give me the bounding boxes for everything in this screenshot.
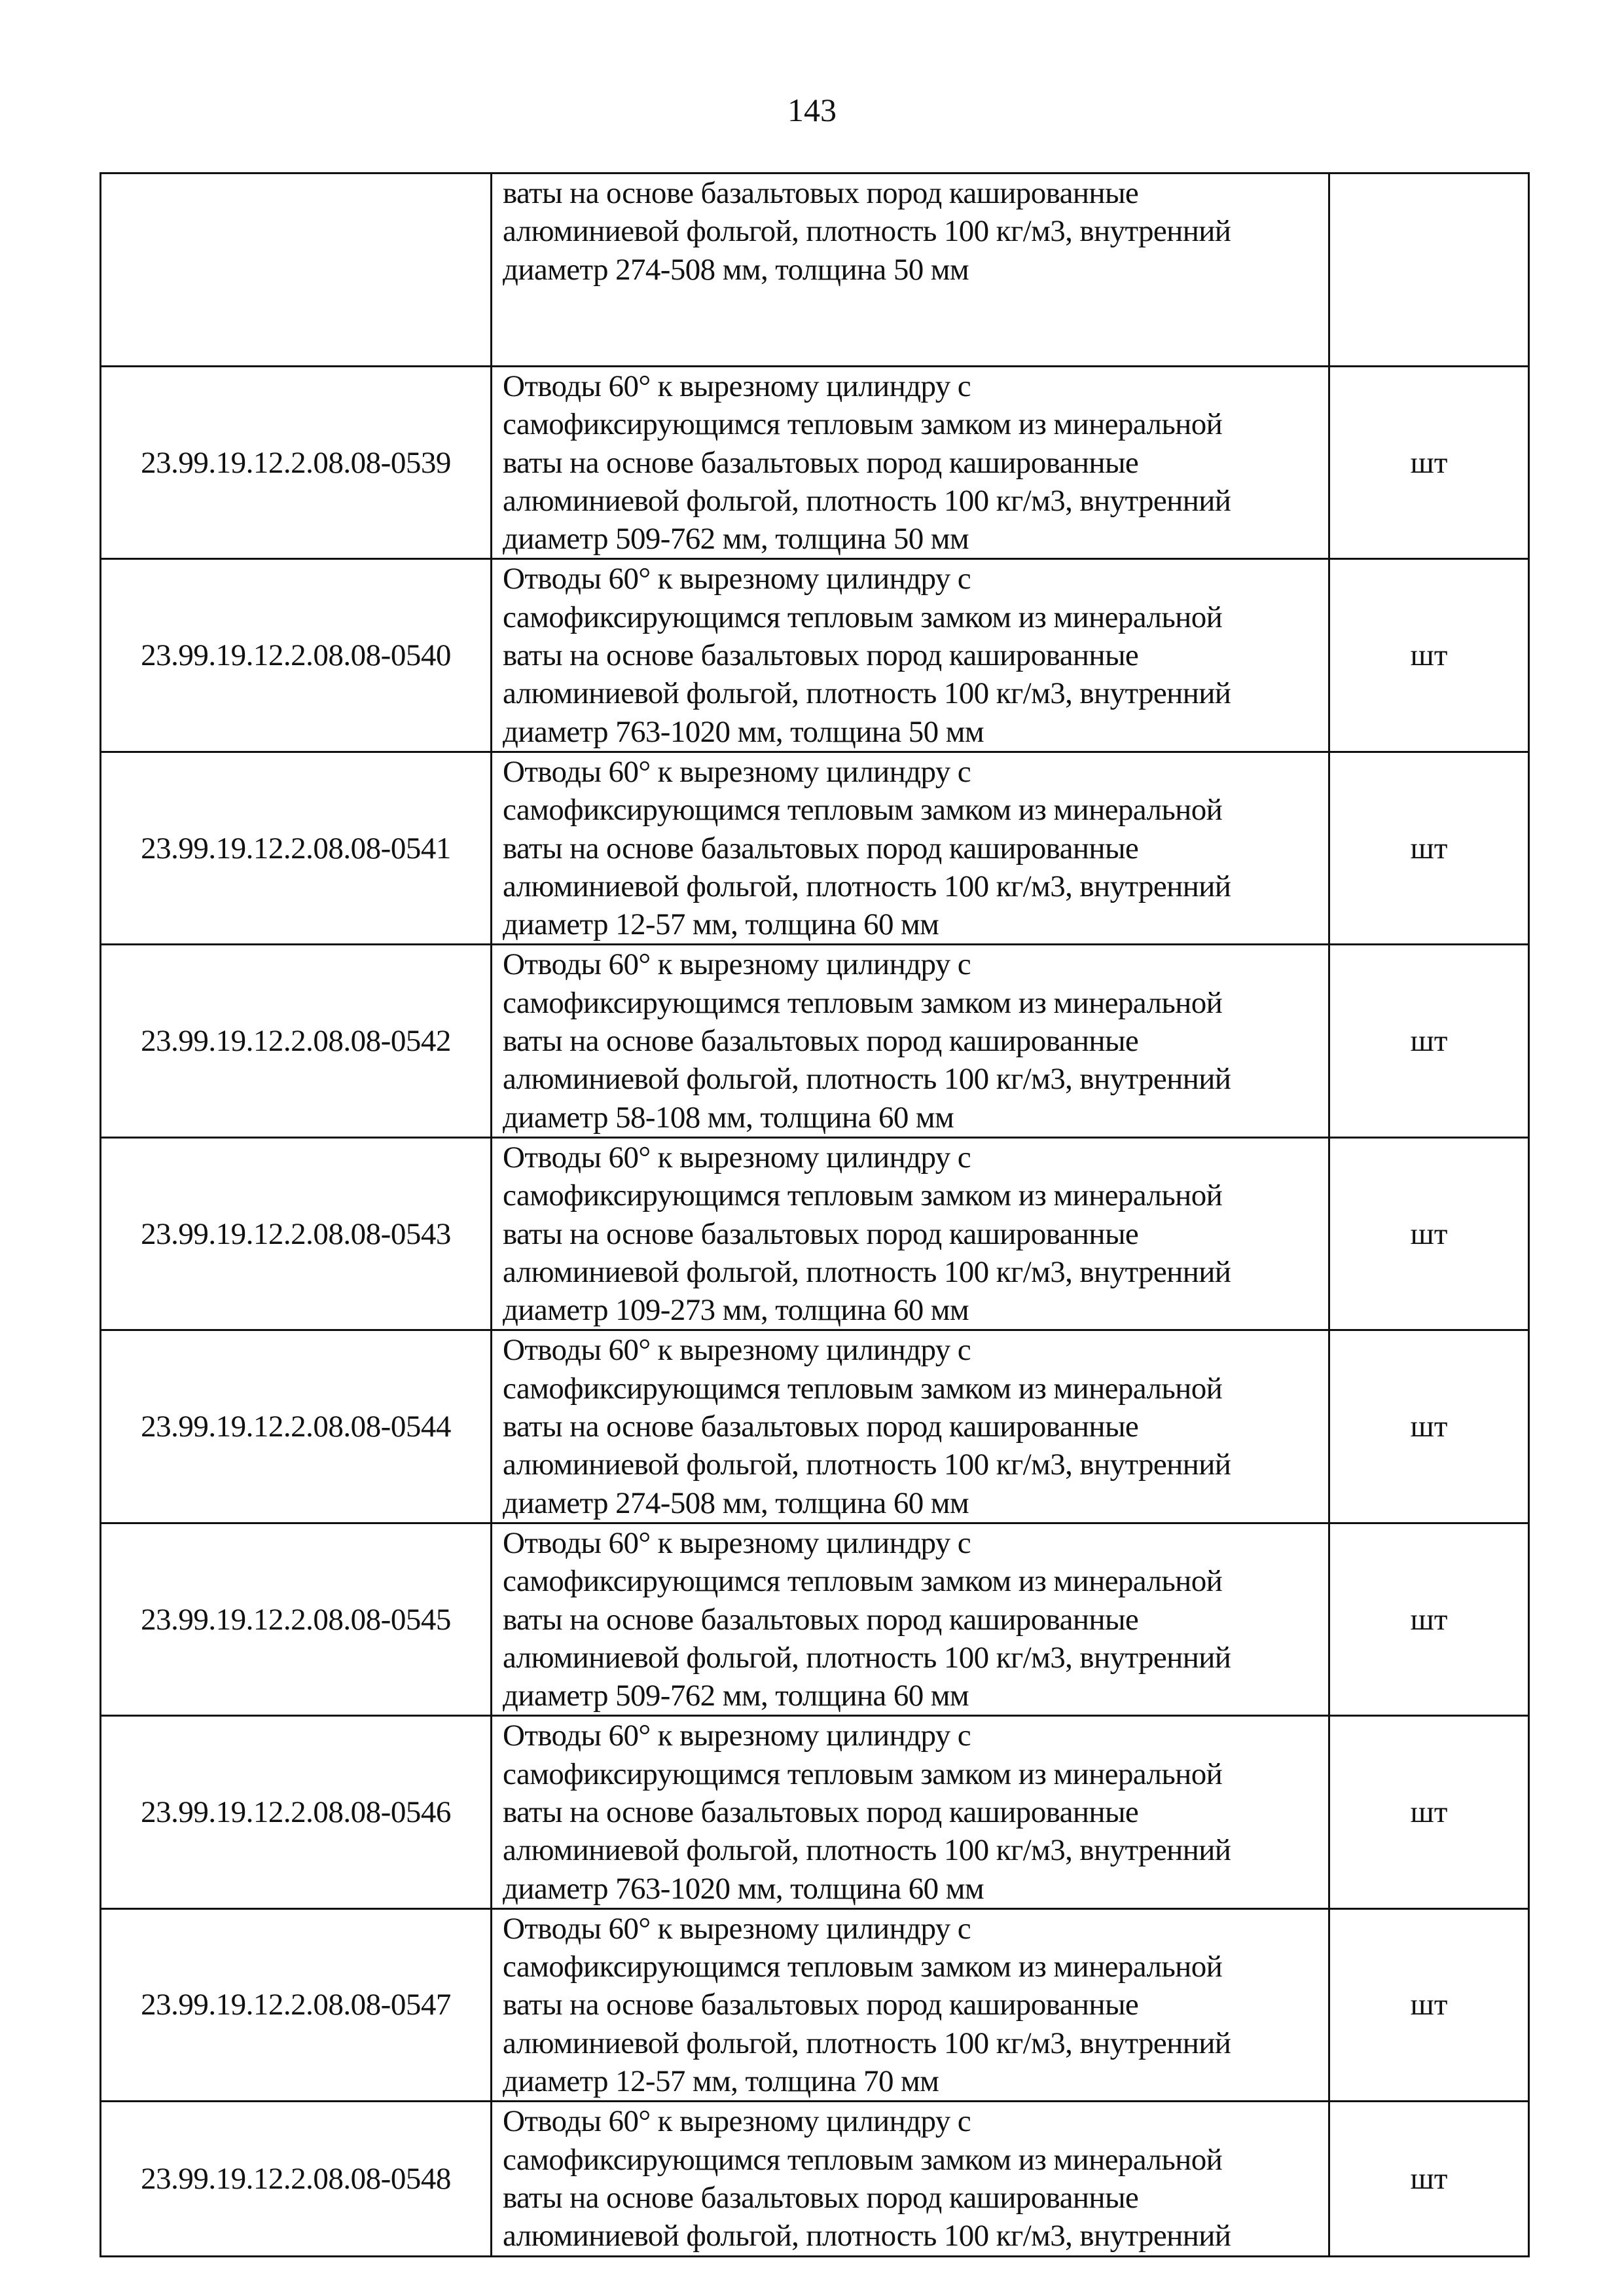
item-description-cell: [492, 559, 1329, 752]
description-line: диаметр 509-762 мм, толщина 60 мм: [503, 1679, 969, 1713]
description-line: Отводы 60° к вырезному цилиндру с: [503, 754, 971, 789]
description-line: диаметр 763-1020 мм, толщина 50 мм: [503, 714, 984, 749]
description-line: самофиксирующимся тепловым замком из минеральной: [503, 1757, 1223, 1791]
description-line: алюминиевой фольгой, плотность 100 кг/м3, внутренний: [503, 214, 1231, 249]
item-description-cell: [492, 1908, 1329, 2101]
description-line: Отводы 60° к вырезному цилиндру с: [503, 947, 971, 982]
item-code-cell: 23.99.19.12.2.08.08-0541: [101, 752, 492, 944]
unit-cell: шт: [1329, 752, 1529, 944]
description-line: диаметр 58-108 мм, толщина 60 мм: [503, 1100, 954, 1135]
item-code-cell: 23.99.19.12.2.08.08-0547: [101, 1908, 492, 2101]
description-line: самофиксирующимся тепловым замком из минеральной: [503, 1371, 1223, 1406]
item-code-cell: 23.99.19.12.2.08.08-0543: [101, 1137, 492, 1330]
description-line: самофиксирующимся тепловым замком из минеральной: [503, 2142, 1223, 2177]
table-row: [101, 945, 1529, 1137]
description-line: диаметр 509-762 мм, толщина 50 мм: [503, 522, 969, 556]
unit-cell: [1329, 173, 1529, 367]
table-row: [101, 1330, 1529, 1523]
table-row: [101, 1523, 1529, 1715]
description-line: ваты на основе базальтовых пород кашированные: [503, 2180, 1139, 2215]
table-row: [101, 1908, 1529, 2101]
table-row: [101, 1716, 1529, 1908]
unit-cell: шт: [1329, 559, 1529, 752]
description-line: алюминиевой фольгой, плотность 100 кг/м3, внутренний: [503, 483, 1231, 518]
description-line: диаметр 274-508 мм, толщина 60 мм: [503, 1485, 969, 1520]
description-line: алюминиевой фольгой, плотность 100 кг/м3, внутренний: [503, 1640, 1231, 1675]
item-code-cell: 23.99.19.12.2.08.08-0539: [101, 367, 492, 559]
description-line: ваты на основе базальтовых пород кашированные: [503, 831, 1139, 866]
description-line: алюминиевой фольгой, плотность 100 кг/м3, внутренний: [503, 869, 1231, 903]
description-line: Отводы 60° к вырезному цилиндру с: [503, 369, 971, 403]
description-line: алюминиевой фольгой, плотность 100 кг/м3, внутренний: [503, 2219, 1231, 2253]
catalog-table-body: [101, 173, 1529, 2257]
description-line: алюминиевой фольгой, плотность 100 кг/м3, внутренний: [503, 1448, 1231, 1482]
description-line: самофиксирующимся тепловым замком из минеральной: [503, 793, 1223, 828]
item-description-cell: [492, 1716, 1329, 1908]
item-code-cell: 23.99.19.12.2.08.08-0546: [101, 1716, 492, 1908]
item-code-cell: 23.99.19.12.2.08.08-0542: [101, 945, 492, 1137]
unit-cell: шт: [1329, 2102, 1529, 2256]
unit-cell: шт: [1329, 945, 1529, 1137]
description-line: диаметр 274-508 мм, толщина 50 мм: [503, 252, 969, 287]
description-line: Отводы 60° к вырезному цилиндру с: [503, 1140, 971, 1175]
description-line: ваты на основе базальтовых пород кашированные: [503, 1602, 1139, 1637]
description-line: алюминиевой фольгой, плотность 100 кг/м3, внутренний: [503, 1254, 1231, 1289]
description-line: алюминиевой фольгой, плотность 100 кг/м3, внутренний: [503, 2026, 1231, 2060]
description-line: Отводы 60° к вырезному цилиндру с: [503, 1333, 971, 1368]
description-line: алюминиевой фольгой, плотность 100 кг/м3, внутренний: [503, 1833, 1231, 1868]
item-description-cell: [492, 1523, 1329, 1715]
description-line: ваты на основе базальтовых пород кашированные: [503, 445, 1139, 480]
description-line: алюминиевой фольгой, плотность 100 кг/м3, внутренний: [503, 676, 1231, 711]
description-line: ваты на основе базальтовых пород кашированные: [503, 638, 1139, 673]
page-number: 143: [787, 92, 837, 128]
item-description-cell: [492, 367, 1329, 559]
table-row: [101, 2102, 1529, 2256]
unit-cell: шт: [1329, 367, 1529, 559]
description-line: самофиксирующимся тепловым замком из минеральной: [503, 407, 1223, 442]
description-line: ваты на основе базальтовых пород кашированные: [503, 1024, 1139, 1059]
item-description-cell: [492, 1330, 1329, 1523]
description-line: диаметр 12-57 мм, толщина 70 мм: [503, 2064, 939, 2099]
description-line: диаметр 109-273 мм, толщина 60 мм: [503, 1293, 969, 1328]
description-line: Отводы 60° к вырезному цилиндру с: [503, 1911, 971, 1946]
unit-cell: шт: [1329, 1523, 1529, 1715]
catalog-table: [99, 172, 1530, 2257]
table-row: [101, 1137, 1529, 1330]
item-code-cell: [101, 173, 492, 367]
description-line: самофиксирующимся тепловым замком из минеральной: [503, 985, 1223, 1020]
description-line: самофиксирующимся тепловым замком из минеральной: [503, 1950, 1223, 1984]
table-row: [101, 559, 1529, 752]
description-line: самофиксирующимся тепловым замком из минеральной: [503, 1564, 1223, 1599]
description-line: ваты на основе базальтовых пород кашированные: [503, 1988, 1139, 2022]
description-line: ваты на основе базальтовых пород кашированные: [503, 1795, 1139, 1829]
table-row: [101, 367, 1529, 559]
item-description-cell: [492, 752, 1329, 944]
table-row: [101, 752, 1529, 944]
unit-cell: шт: [1329, 1908, 1529, 2101]
table-row: [101, 173, 1529, 367]
item-code-cell: 23.99.19.12.2.08.08-0548: [101, 2102, 492, 2256]
description-line: Отводы 60° к вырезному цилиндру с: [503, 2104, 971, 2139]
description-line: Отводы 60° к вырезному цилиндру с: [503, 1525, 971, 1560]
description-line: ваты на основе базальтовых пород кашированные: [503, 1410, 1139, 1444]
item-description-cell: [492, 1137, 1329, 1330]
description-line: диаметр 12-57 мм, толщина 60 мм: [503, 907, 939, 942]
unit-cell: шт: [1329, 1330, 1529, 1523]
unit-cell: шт: [1329, 1137, 1529, 1330]
description-line: ваты на основе базальтовых пород кашированные: [503, 176, 1139, 210]
item-code-cell: 23.99.19.12.2.08.08-0540: [101, 559, 492, 752]
unit-cell: шт: [1329, 1716, 1529, 1908]
description-line: алюминиевой фольгой, плотность 100 кг/м3, внутренний: [503, 1062, 1231, 1097]
description-line: Отводы 60° к вырезному цилиндру с: [503, 1719, 971, 1753]
item-description-cell: [492, 2102, 1329, 2256]
item-description-cell: [492, 945, 1329, 1137]
description-line: ваты на основе базальтовых пород кашированные: [503, 1216, 1139, 1251]
item-code-cell: 23.99.19.12.2.08.08-0544: [101, 1330, 492, 1523]
description-line: самофиксирующимся тепловым замком из минеральной: [503, 1178, 1223, 1213]
description-line: диаметр 763-1020 мм, толщина 60 мм: [503, 1871, 984, 1906]
description-line: самофиксирующимся тепловым замком из минеральной: [503, 600, 1223, 634]
description-line: Отводы 60° к вырезному цилиндру с: [503, 562, 971, 596]
item-code-cell: 23.99.19.12.2.08.08-0545: [101, 1523, 492, 1715]
item-description-cell: [492, 173, 1329, 367]
